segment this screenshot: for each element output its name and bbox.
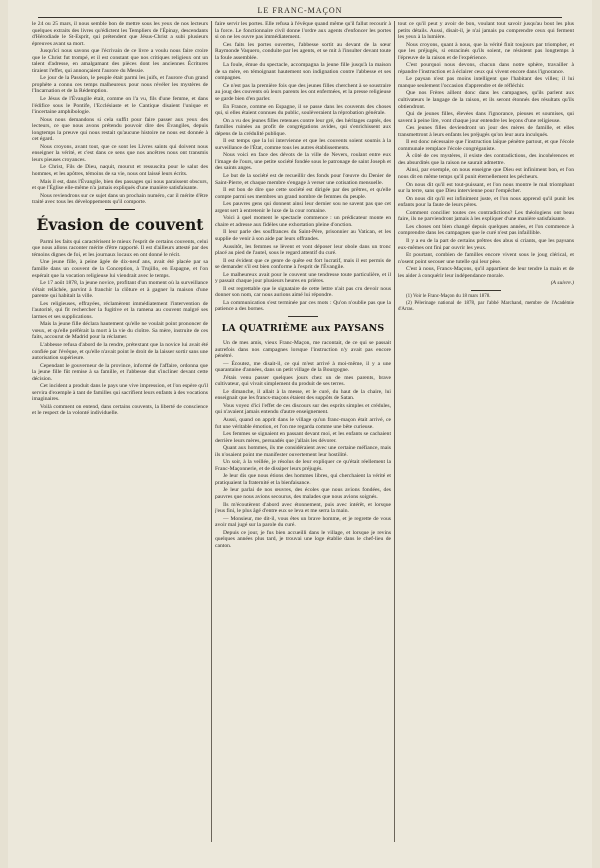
article-paragraph: Que nos Frères aillent donc dans les campagnes, qu'ils parlent aux cultivateurs le langage de la raison, et ils seront étonnés des résultats qu'ils obtiendront. xyxy=(398,90,574,110)
column-divider xyxy=(211,21,212,842)
article-paragraph: Nous voici en face des dévots de la ville de Nevers, roulant entre eux l'image de l'ours, une petite société fondée sous le patronage de saint Joseph et des saints anges. xyxy=(215,152,391,172)
article-paragraph: Le but de la société est de recueillir des fonds pour l'œuvre du Denier de Saint-Pierre, et chaque membre s'engage à verser une cotisation mensuelle. xyxy=(215,173,391,186)
article-paragraph: tout ce qu'il peut y avoir de bon, voulant tout savoir jusqu'au bout les plus petits détails. Aussi, disait-il, je n'ai jamais pu comprendre ceux qui ferment les yeux à la lumière. xyxy=(398,21,574,41)
article-paragraph: Ces faits les portes ouvertes, l'abbesse sortit au devant de la sœur Raymonde Vaquero, conduite par les agents, et se mit à l'insulter devant toute la foule assemblée. xyxy=(215,41,391,61)
separator-rule xyxy=(288,316,318,317)
article-paragraph: Il est évident que ce genre de quête est fort lucratif, mais il est permis de se demander s'il est bien conforme à l'esprit de l'Évangile. xyxy=(215,257,391,271)
article-paragraph: Le Jésus de l'Évangile était, comme on l'a vu, fils d'une femme, et dans l'édifice sous le Pontife, l'Ecclésiaste et le Cantique disaient l'unique et l'incertaine amphibologie. xyxy=(32,96,208,116)
column-divider xyxy=(394,21,395,842)
article-paragraph: Ainsi, par exemple, on nous enseigne que Dieu est infiniment bon, et l'on nous dit en même temps qu'il punit éternellement les pécheurs. xyxy=(398,167,574,181)
article-paragraph: Il est bon de dire que cette société est dirigée par des prêtres, et qu'elle compte parmi ses membres un grand nombre de femmes du peuple. xyxy=(215,187,391,200)
article-paragraph: Les choses ont bien changé depuis quelques années, et l'on commence à comprendre dans les campagnes que le curé n'est pas infaillible. xyxy=(398,223,574,237)
header-rule xyxy=(38,17,562,18)
article-paragraph: C'est à nous, Francs-Maçons, qu'il appartient de leur tendre la main et de les aider à conquérir leur indépendance morale. xyxy=(398,266,574,279)
article-paragraph: Il est regrettable que le signataire de cette lettre n'ait pas cru devoir nous donner son nom, car nous aurions aimé lui répondre. xyxy=(215,285,391,299)
article-paragraph: Une jeune fille, à peine âgée de dix-neuf ans, avait été placée par sa famille dans un couvent de la Conception, à Trujillo, en Espagne, et l'on espérait que la vocation religieuse lui viendrait avec le temps. xyxy=(32,259,208,279)
column-2 xyxy=(215,21,391,842)
article-paragraph: Ils m'écoutèrent d'abord avec étonnement, puis avec intérêt, et lorsque j'eus fini, le plus âgé d'entre eux se leva et me serra la main. xyxy=(215,501,391,515)
article-paragraph: — Monsieur, me dit-il, vous êtes un brave homme, et je regrette de vous avoir mal jugé sur la parole du curé. xyxy=(215,515,391,529)
article-paragraph: Parmi les faits qui caractérisent le mieux l'esprit de certains couvents, celui que nous allons raconter mérite d'être rapporté. Il est d'ailleurs attesté par des témoins dignes de foi, et les journaux locaux en ont donné le récit. xyxy=(32,238,208,258)
continuation-note: (A suivre.) xyxy=(550,280,574,287)
running-title: LE FRANC-MAÇON xyxy=(257,6,343,15)
footnote: (2) Pèlerinage national de 1878, par l'abbé Marchand, membre de l'Académie d'Arras. xyxy=(398,300,574,312)
article-paragraph: Ces jeunes filles deviendront un jour des mères de famille, et elles transmettront à leurs enfants les préjugés qu'on leur aura inculqués. xyxy=(398,125,574,138)
article-paragraph: Quant aux hommes, ils me considéraient avec une certaine méfiance, mais ils n'osaient point me manifester ouvertement leur hostilité. xyxy=(215,445,391,458)
column-3 xyxy=(398,21,574,842)
article-paragraph: Le Christ, Fils de Dieu, naquit, mourut et ressuscita pour le salut des hommes, et les apôtres, témoins de sa vie, nous ont laissé leurs écrits. xyxy=(32,164,208,178)
article-paragraph: Les religieuses, effrayées, réclamèrent immédiatement l'intervention de l'autorité, qui fit rechercher la fugitive et la ramena au couvent malgré ses larmes et ses supplications. xyxy=(32,300,208,320)
article-paragraph: Nous croyons, quant à nous, que la vérité finit toujours par triompher, et que les préjugés, si enracinés qu'ils soient, ne résistent pas longtemps à l'épreuve de la raison et de l'expérience. xyxy=(398,41,574,61)
newspaper-page xyxy=(8,0,592,868)
article-paragraph: En France, comme en Espagne, il se passe dans les couvents des choses qui, si elles étaient connues du public, soulèveraient la réprobation générale. xyxy=(215,103,391,117)
article-paragraph: Le malheureux avait pour le couvent une tendresse toute particulière, et il y passait chaque jour plusieurs heures en prières. xyxy=(215,271,391,285)
article-paragraph: Le dimanche, il allait à la messe, et le curé, du haut de la chaire, lui enseignait que les francs-maçons étaient des suppôts de Satan. xyxy=(215,388,391,402)
article-paragraph: Voici à quel moment le spectacle commence : un prédicateur monte en chaire et adresse aux fidèles une exhortation pleine d'onction. xyxy=(215,215,391,228)
article-paragraph: Voilà comment on entend, dans certains couvents, la liberté de conscience et le respect de la volonté individuelle. xyxy=(32,403,208,417)
article-paragraph: Cependant le gouverneur de la province, informé de l'affaire, ordonna que la jeune fille fût remise à sa famille, et l'abbesse dut s'incliner devant cette décision. xyxy=(32,362,208,382)
article-paragraph: Un de mes amis, vieux Franc-Maçon, me racontait, de ce qui se passait autrefois dans nos campagnes lorsque l'instruction n'y avait pas encore pénétré. xyxy=(215,339,391,360)
article-paragraph: Nous croyons, avant tout, que ce sont les Livres saints qui doivent nous enseigner la vérité, et c'est dans ce sens que nos ancêtres nous ont transmis leurs pieuses croyances. xyxy=(32,143,208,163)
article-paragraph: Nous nous demandons si cela suffit pour faire passer aux yeux des lecteurs, ce que nous avons prétendu pouvoir dire des Évangiles, depuis longtemps la preuve qui nous restait qu'aucune histoire ne nous est donnée à cet égard. xyxy=(32,116,208,143)
article-paragraph: Il y a eu de la part de certains prêtres des abus si criants, que les paysans eux-mêmes ont fini par ouvrir les yeux. xyxy=(398,237,574,251)
article-paragraph: Il est temps que la loi intervienne et que les couvents soient soumis à la surveillance de l'État, comme tous les autres établissements. xyxy=(215,138,391,151)
separator-rule xyxy=(105,209,135,210)
article-paragraph: J'étais venu passer quelques jours chez un de mes parents, brave cultivateur, qui vivait simplement du produit de ses terres. xyxy=(215,374,391,388)
article-paragraph: Qui de jeunes filles, élevées dans l'ignorance, pieuses et soumises, qui savent à peine lire, vont chaque jour entendre les leçons d'une religieuse. xyxy=(398,111,574,124)
article-paragraph: Et pourtant, combien de familles encore vivent sous le joug clérical, et n'osent point secouer une tutelle qui leur pèse. xyxy=(398,252,574,265)
article-paragraph: Aussi, quand on apprit dans le village qu'un franc-maçon était arrivé, ce fut une véritable émotion, et l'on me regarda comme une bête curieuse. xyxy=(215,416,391,430)
article-paragraph: Vous voyez d'ici l'effet de ces discours sur des esprits simples et crédules, qui n'avaient jamais entendu d'autre enseignement. xyxy=(215,402,391,416)
article-paragraph: Le 17 août 1878, la jeune novice, profitant d'un moment où la surveillance s'était relâchée, parvint à franchir la clôture et à gagner la maison d'une parente qui habitait la ville. xyxy=(32,280,208,300)
article-paragraph: Cet incident a produit dans le pays une vive impression, et l'on espère qu'il servira d'exemple à tant de familles qui sacrifient leurs enfants à des vocations imaginaires. xyxy=(32,383,208,403)
article-paragraph: le 24 ou 25 mars, il nous semble bon de mettre sous les yeux de nos lecteurs quelques extraits des livres qu'édictent les Templiers de l'Épinay, descendants d'Hérodiade le St-Esprit, qui prétendent que Jésus-Christ a subi plusieurs épreuves avant sa mort. xyxy=(32,21,208,47)
article-paragraph: C'est pourquoi nous devons, chacun dans notre sphère, travailler à répandre l'instruction et à éclairer ceux qui vivent encore dans l'ignorance. xyxy=(398,62,574,75)
article-headline: Évasion de couvent xyxy=(36,214,204,234)
article-paragraph: Il leur parle des souffrances du Saint-Père, prisonnier au Vatican, et les supplie de venir à son aide par leurs offrandes. xyxy=(215,229,391,242)
article-paragraph: Le paysan n'est pas moins intelligent que l'habitant des villes; il lui manque seulement l'occasion d'apprendre et de réfléchir. xyxy=(398,76,574,89)
article-paragraph: — Écoutez, me disait-il, ce qui m'est arrivé à moi-même, il y a une quarantaine d'années, dans un petit village de la Bourgogne. xyxy=(215,360,391,374)
article-paragraph: Comment concilier toutes ces contradictions? Les théologiens ont beau faire, ils ne parviendront jamais à les expliquer d'une manière satisfaisante. xyxy=(398,209,574,223)
article-paragraph: Mais la jeune fille déclara hautement qu'elle ne voulait point prononcer de vœux, et qu'elle préférait la mort à la vie du cloître. Sa mère, instruite de ces faits, accourut de Madrid pour la réclamer. xyxy=(32,321,208,341)
article-paragraph: À côté de ces mystères, il existe des contradictions, des incohérences et des absurdités que la raison ne saurait admettre. xyxy=(398,153,574,166)
article-paragraph: Je leur dis que nous étions des hommes libres, qui cherchaient la vérité et pratiquaient la fraternité et la bienfaisance. xyxy=(215,473,391,486)
article-paragraph: L'abbesse refusa d'abord de la rendre, prétextant que la novice lui avait été confiée par l'évêque, et qu'elle n'avait point le droit de la laisser sortir sans une autorisation supérieure. xyxy=(32,341,208,362)
footnote: (1) Voir le Franc-Maçon du 18 mars 1878. xyxy=(406,293,491,299)
article-paragraph: faire servir les portes. Elle refusa à l'évêque quand même qu'il fallut recourir à la force. Le fonctionnaire civil donne l'ordre aux agents d'enfoncer les portes si on ne les ouvre pas immédiatement. xyxy=(215,21,391,41)
article-paragraph: Il est donc nécessaire que l'instruction laïque pénètre partout, et que l'école communale remplace l'école congréganiste. xyxy=(398,139,574,152)
article-paragraph: Nous reviendrons sur ce sujet dans un prochain numéro, car il mérite d'être traité avec tous les développements qu'il comporte. xyxy=(32,192,208,206)
article-paragraph: Les femmes se signaient en passant devant moi, et les enfants se cachaient derrière leurs mères, persuadés que j'allais les dévorer. xyxy=(215,431,391,444)
article-paragraph: Un soir, à la veillée, je résolus de leur expliquer ce qu'était réellement la Franc-Maçonnerie, et de dissiper leurs préjugés. xyxy=(215,459,391,472)
article-headline: LA QUATRIÈME aux PAYSANS xyxy=(221,322,385,334)
separator-rule xyxy=(471,290,501,291)
article-paragraph: Aussitôt, les femmes se lèvent et vont déposer leur obole dans un tronc placé au pied de l'autel, sous le regard attentif du curé. xyxy=(215,243,391,257)
article-paragraph: Ce n'est pas la première fois que des jeunes filles cherchent à se soustraire au joug des couvents où leurs parents les ont enfermées, et la presse religieuse se garde bien d'en parler. xyxy=(215,82,391,103)
article-paragraph: La communication s'est terminée par ces mots : Qu'on n'oublie pas que la patience a des bornes. xyxy=(215,299,391,313)
article-paragraph: On nous dit qu'il est tout-puissant, et l'on nous montre le mal triomphant sur la terre, sans que Dieu intervienne pour l'empêcher. xyxy=(398,181,574,195)
article-paragraph: Depuis ce jour, je fus bien accueilli dans le village, et lorsque je revins quelques années plus tard, je trouvai une loge établie dans le chef-lieu de canton. xyxy=(215,529,391,549)
article-paragraph: La foule, émue du spectacle, accompagna la jeune fille jusqu'à la maison de sa mère, en témoignant hautement son indignation contre l'abbesse et ses compagnes. xyxy=(215,62,391,82)
article-paragraph: On a vu des jeunes filles retenues contre leur gré, des héritages captés, des familles ruinées au profit de congrégations avides, qui s'enrichissent aux dépens de la crédulité publique. xyxy=(215,117,391,137)
article-paragraph: Jusqu'ici nous savons que l'écrivain de ce livre a voulu nous faire croire que le Christ fut trompé, et il est constant que nos critiques religieux ont un talent d'adresse, en amalgamant des pièces dont les anciennes Écritures tiraient l'effet, qui annonçaient l'aurore du Messie. xyxy=(32,48,208,74)
column-1 xyxy=(32,21,208,842)
article-paragraph: Je leur parlai de nos œuvres, des écoles que nous avions fondées, des pauvres que nous avions secourus, des malades que nous avions soignés. xyxy=(215,487,391,500)
article-paragraph: Mais il est, dans l'Évangile, bien des passages qui nous paraissent obscurs, et que l'Église elle-même n'a jamais expliqués d'une manière satisfaisante. xyxy=(32,178,208,192)
article-paragraph: Les pauvres gens qui donnent ainsi leur dernier sou ne savent pas que cet argent sert à entretenir le luxe de la cour romaine. xyxy=(215,201,391,214)
article-paragraph: Le jour de la Passion, le peuple était parmi les juifs, et l'aurore d'un grand prophète a connu ces temps malheureux pour nous révéler les mystères de l'Incarnation et de la Rédemption. xyxy=(32,75,208,95)
article-paragraph: On nous dit qu'il est infiniment juste, et l'on nous apprend qu'il punit les enfants pour la faute de leurs pères. xyxy=(398,195,574,209)
